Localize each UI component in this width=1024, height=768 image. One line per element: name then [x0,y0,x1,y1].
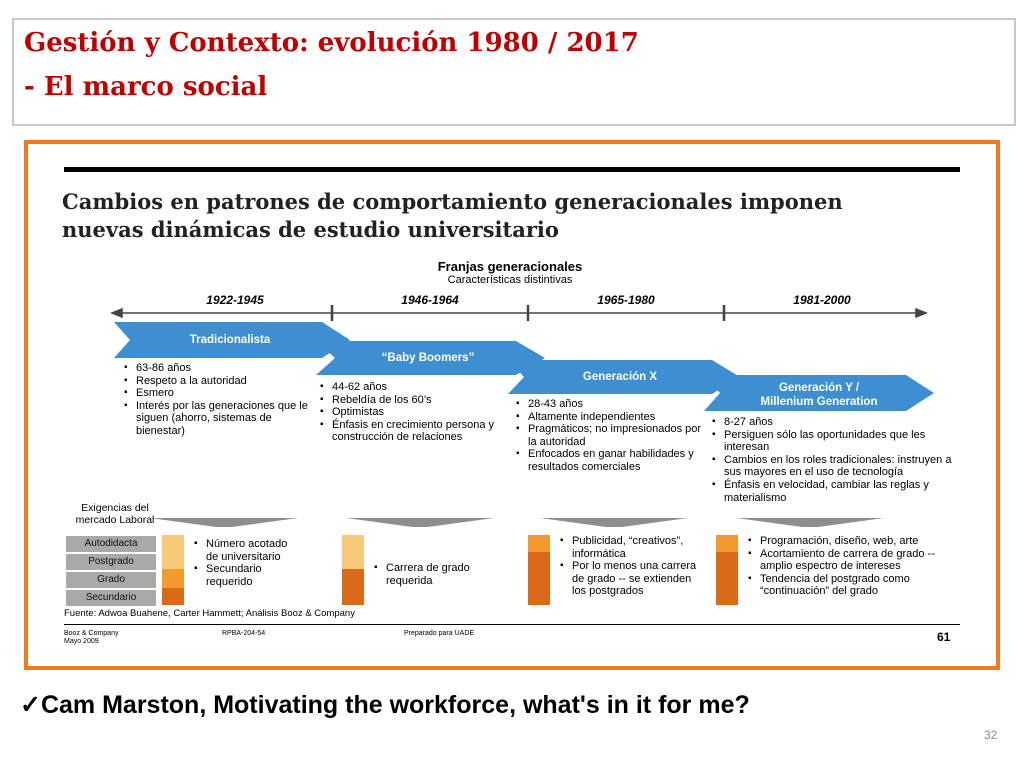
market-title-line-2: mercado Laboral [75,514,155,526]
list-item: ▪ Pragmáticos; no impresionados por la autoridad [514,423,708,448]
list-item: ▪ 63-86 años [122,362,312,375]
footer-code: RPBA-204-54 [222,630,266,637]
list-item: ▪ 28-43 años [514,398,708,411]
traits-list-4 [710,416,956,504]
axis-left-arrowhead [112,309,122,317]
figure-page-number: 61 [937,630,951,644]
list-item: ▪ Acortamiento de carrera de grado -- amplio espectro de intereses [746,548,960,573]
timeline-axis [112,305,926,321]
list-item: ▪ Publicidad, “creativos”, informática [558,535,698,560]
list-item: ▪ Número acotado de universitario [192,538,302,563]
down-arrow-2 [346,518,494,527]
slide-title: Gestión y Contexto: evolución 1980 / 2017 [24,28,639,58]
footer-company-line-1: Booz & Company [64,630,119,637]
figure-source: Fuente: Adwoa Buahene, Carter Hammett; Análisis Booz & Company [64,608,355,619]
checkmark-icon: ✓ [20,691,41,719]
citation-text: Cam Marston, Motivating the workforce, what's in it for me? [40,691,750,719]
footer-rule [64,624,960,625]
generation-label-4-line-1: Generación Y / [778,382,860,394]
list-item: ▪ Persiguen sólo las oportunidades que les interesan [710,429,956,454]
level-bars-3 [528,535,550,605]
market-level-postgrado: Postgrado [66,554,156,570]
generation-label-3: Generación X [582,371,658,383]
timeline-subtitle: Características distintivas [447,274,573,286]
traits-list-3 [514,398,708,474]
footer-company [64,630,118,646]
needs-list-4 [746,535,960,598]
list-item: ▪ Programación, diseño, web, arte [746,535,960,548]
list-item: ▪ Tendencia del postgrado como “continuación” del grado [746,573,960,598]
needs-list-1 [192,538,302,588]
traits-list-1 [122,362,312,438]
list-item: ▪ Rebeldía de los 60’s [318,394,508,407]
generation-label-4 [736,381,902,409]
list-item: ▪ Cambios en los roles tradicionales: instruyen a sus mayores en el uso de tecnología [710,454,956,479]
level-bars-2 [342,535,364,605]
list-item: ▪ Respeto a la autoridad [122,375,312,388]
needs-list-2 [372,562,482,587]
period-2: 1946-1964 [401,293,459,307]
market-level-secundario: Secundario [66,590,156,606]
axis-right-arrowhead [916,309,926,317]
footer-prepared: Preparado para UADE [404,630,475,637]
list-item: ▪ Secundario requerido [192,563,302,588]
footer-company-line-2: Mayo 2009 [64,638,99,645]
generation-label-4-line-2: Millenium Generation [760,396,878,408]
citation [20,690,750,720]
list-item: ▪ Esmero [122,387,312,400]
list-item: ▪ Por lo menos una carrera de grado -- se extienden los postgrados [558,560,698,598]
list-item: ▪ 8-27 años [710,416,956,429]
headline-line-2: nuevas dinámicas de estudio universitario [62,217,559,242]
list-item: ▪ 44-62 años [318,381,508,394]
headline-line-1: Cambios en patrones de comportamiento generacionales imponen [62,189,843,214]
market-title [60,502,170,526]
level-bars-1 [162,535,184,605]
period-4: 1981-2000 [793,293,851,307]
generation-label-2: “Baby Boomers” [381,352,475,364]
list-item: ▪ Interés por las generaciones que le siguen (ahorro, sistemas de bienestar) [122,400,312,438]
needs-list-3 [558,535,698,598]
traits-list-2 [318,381,508,444]
slide-number: 32 [984,728,998,742]
level-bars-4 [716,535,738,605]
list-item: ▪ Énfasis en crecimiento persona y construcción de relaciones [318,419,508,444]
timeline-title: Franjas generacionales [437,259,583,274]
period-1: 1922-1945 [206,293,264,307]
period-3: 1965-1980 [597,293,655,307]
list-item: ▪ Énfasis en velocidad, cambiar las reglas y materialismo [710,479,956,504]
list-item: ▪ Altamente independientes [514,411,708,424]
list-item: ▪ Optimistas [318,406,508,419]
market-level-autodidacta: Autodidacta [66,536,156,552]
list-item: ▪ Carrera de grado requerida [372,562,482,587]
market-title-line-1: Exigencias del [81,502,149,514]
list-item: ▪ Enfocados en ganar habilidades y resultados comerciales [514,448,708,473]
market-level-grado: Grado [66,572,156,588]
down-arrow-3 [540,518,688,527]
slide-subtitle: - El marco social [24,72,268,102]
generation-label-1: Tradicionalista [189,334,271,346]
down-arrow-1 [150,518,298,527]
down-arrow-4 [736,518,884,527]
